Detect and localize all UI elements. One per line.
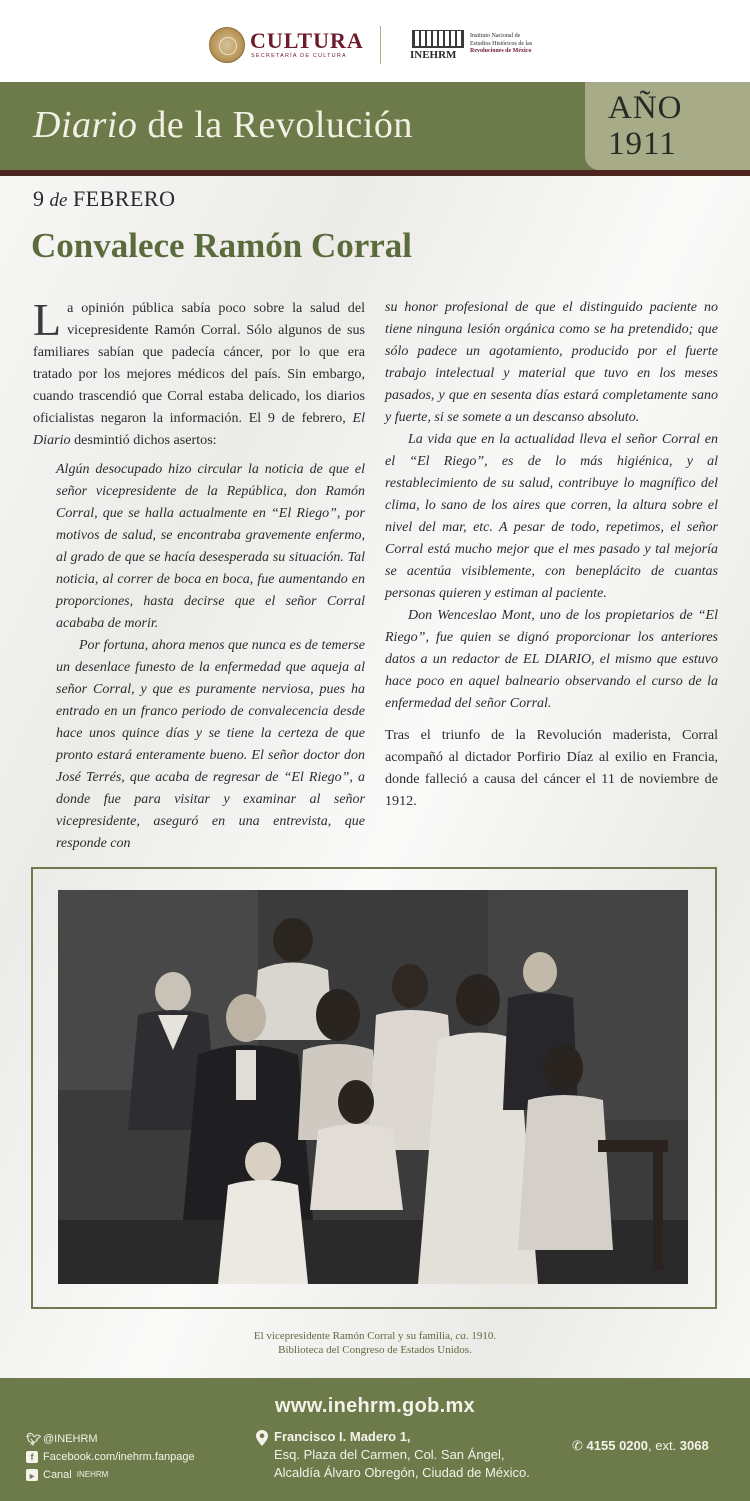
publication-title: Diario de la Revolución bbox=[33, 104, 413, 146]
social-links bbox=[26, 1430, 236, 1484]
phone-number[interactable]: ✆ 4155 0200, ext. 3068 bbox=[572, 1438, 709, 1453]
quote-paragraph: Algún desocupado hizo circular la noticia de que el señor vicepresidente de la República, don Ramón Corral, que se halla actualmente en “El Riego”, por motivos de salud, se encontraba gravemente enfermo, al grado de que se hacía desesperada su situación. Tal noticia, al correr de boca en boca, fue aumentando en proporciones, hasta decirse que el señor Corral acababa de morir. bbox=[56, 462, 365, 631]
twitter-link[interactable]: 🐦︎ @INEHRM bbox=[26, 1432, 98, 1446]
building-icon bbox=[412, 30, 464, 48]
article-headline: Convalece Ramón Corral bbox=[31, 226, 413, 265]
header-band-rule bbox=[0, 170, 750, 176]
quote-paragraph: su honor profesional de que el distinguido paciente no tiene ninguna lesión orgánica como se ha pretendido; que sólo padece un agotamiento, producido por el fuerte trabajo intelectual y material que tuvo en los meses pasados, y que en sesenta días estará completamente sano y fuerte, si se somete a un descanso absoluto. bbox=[385, 300, 718, 425]
facebook-link[interactable]: f Facebook.com/inehrm.fanpage bbox=[26, 1448, 236, 1466]
photo-caption: El vicepresidente Ramón Corral y su familia, ca. 1910. Biblioteca del Congreso de Estados Unidos. bbox=[253, 1330, 497, 1356]
twitter-icon: 🐦︎ bbox=[26, 1432, 42, 1446]
seal-icon bbox=[209, 27, 245, 63]
right-column bbox=[385, 297, 718, 812]
dropcap: L bbox=[33, 294, 62, 345]
phone-icon: ✆ bbox=[572, 1438, 583, 1453]
inehrm-logo[interactable]: INEHRM bbox=[410, 49, 457, 61]
article-date: 9 de FEBRERO bbox=[33, 186, 176, 211]
quote-paragraph: Don Wenceslao Mont, uno de los propietarios de “El Riego”, fue quien se dignó proporcionar los anteriores datos a un redactor de EL DIARIO, el mismo que estuvo hace poco en aquel balneario observando el curso de la enfermedad del señor Corral. bbox=[385, 608, 718, 711]
cultura-logo[interactable]: CULTURA bbox=[250, 28, 364, 53]
top-logo-bar bbox=[0, 0, 750, 82]
cultura-subtitle: SECRETARÍA DE CULTURA bbox=[251, 53, 347, 59]
youtube-icon: ▶ bbox=[26, 1469, 38, 1481]
quote-paragraph: Por fortuna, ahora menos que nunca es de temerse un desenlace funesto de la enfermedad que aqueja al señor Corral, y que es puramente nerviosa, pues ha entrado en un franco periodo de convalecencia desde hace unos quince días y se tiene la certeza de que pronto estará enteramente bueno. El señor doctor don José Terrés, que acaba de regresar de “El Riego”, a donde fue para visitar y examinar al señor vicepresidente, aseguró en una entrevista, que responde con bbox=[56, 638, 365, 851]
logo-divider bbox=[380, 26, 381, 64]
intro-paragraph: La opinión pública sabía poco sobre la salud del vicepresidente Ramón Corral. Sólo algunos de sus familiares sabían que padecía cáncer, por lo que era tratado por los mejores médicos del país. Sin embargo, cuando trascendió que Corral estaba delicado, los diarios oficialistas negaron la información. El 9 de febrero, El Diario desmintió dichos asertos: bbox=[33, 294, 365, 448]
closing-paragraph: Tras el triunfo de la Revolución maderista, Corral acompañó al dictador Porfirio Díaz al exilio en Francia, donde falleció a causa del cáncer el 11 de noviembre de 1912. bbox=[385, 727, 718, 809]
website-link[interactable]: www.inehrm.gob.mx bbox=[275, 1395, 475, 1417]
map-pin-icon bbox=[256, 1430, 268, 1446]
postal-address: Francisco I. Madero 1, Esq. Plaza del Carmen, Col. San Ángel, Alcaldía Álvaro Obregón, Ciudad de México. bbox=[274, 1429, 530, 1480]
quote-paragraph: La vida que en la actualidad lleva el señor Corral en el “El Riego”, es de lo más higiénica, y al restablecimiento de su salud, contribuye lo magnífico del clima, lo sano de los aires que corren, la altura sobre el nivel del mar, etc. A pesar de todo, repetimos, el señor Corral está mucho mejor que el mes pasado y tal mejoría se acentúa visiblemente, con beneplácito de cuantas personas quieren y estiman al paciente. bbox=[385, 432, 718, 601]
photo-illustration bbox=[58, 890, 688, 1284]
family-photograph bbox=[58, 890, 688, 1284]
quoted-text bbox=[56, 459, 365, 855]
facebook-icon: f bbox=[26, 1451, 38, 1463]
left-column bbox=[33, 294, 365, 855]
year-label: AÑO 1911 bbox=[608, 90, 683, 162]
youtube-link[interactable]: ▶ Canal INEHRM bbox=[26, 1466, 236, 1484]
quoted-text-continued bbox=[385, 297, 718, 715]
inehrm-fullname: Instituto Nacional de Estudios Históricos de las Revoluciones de México bbox=[470, 33, 533, 54]
